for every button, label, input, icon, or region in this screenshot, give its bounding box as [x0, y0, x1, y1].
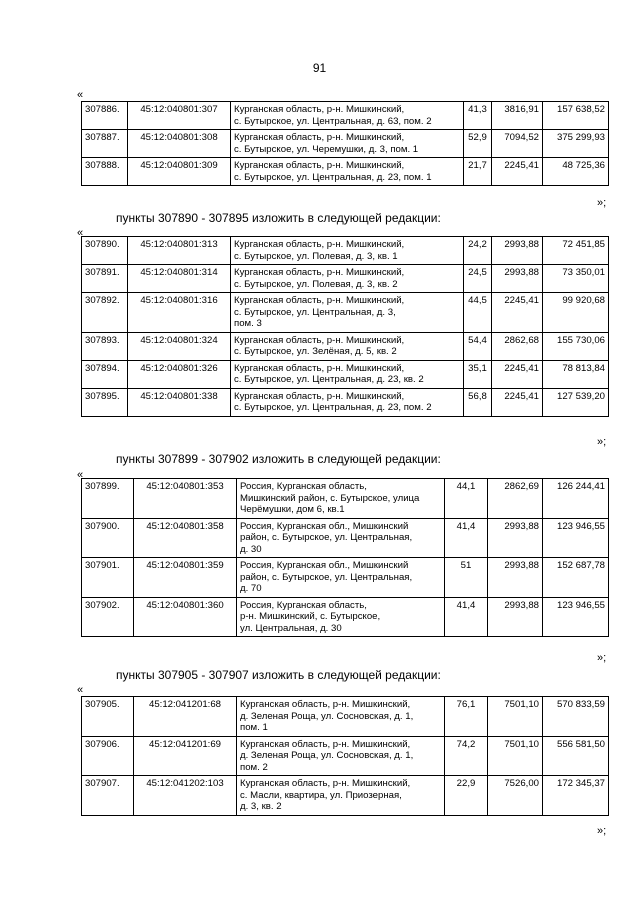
total-cell: 78 813,84 [543, 360, 609, 388]
cadastral-number: 45:12:041201:68 [134, 697, 237, 737]
table-row [82, 736, 609, 776]
address-cell: Курганская область, р-н. Мишкинский, с. Бутырское, ул. Центральная, д. 23, кв. 2 [231, 360, 464, 388]
row-number: 307902. [82, 597, 134, 637]
area-cell: 22,9 [445, 776, 488, 816]
section-intro: пункты 307899 - 307902 изложить в следующей редакции: [116, 452, 441, 466]
cadastral-number: 45:12:041202:103 [134, 776, 237, 816]
area-cell: 51 [445, 558, 488, 598]
area-cell: 74,2 [445, 736, 488, 776]
row-number: 307892. [82, 293, 128, 333]
total-cell: 72 451,85 [543, 237, 609, 265]
total-cell: 172 345,37 [543, 776, 609, 816]
table-row [82, 388, 609, 416]
price-cell: 2862,69 [488, 479, 543, 519]
cadastral-number: 45:12:040801:358 [134, 518, 237, 558]
row-number: 307891. [82, 265, 128, 293]
close-quote: »; [597, 825, 607, 837]
table-row [82, 697, 609, 737]
address-cell: Курганская область, р-н. Мишкинский, с. Масли, квартира, ул. Приозерная, д. 3, кв. 2 [237, 776, 445, 816]
address-cell: Курганская область, р-н. Мишкинский, с. Бутырское, ул. Полевая, д. 3, кв. 1 [231, 237, 464, 265]
price-cell: 2245,41 [492, 360, 543, 388]
total-cell: 127 539,20 [543, 388, 609, 416]
total-cell: 126 244,41 [543, 479, 609, 519]
address-cell: Курганская область, р-н. Мишкинский, д. Зеленая Роща, ул. Сосновская, д. 1, пом. 2 [237, 736, 445, 776]
address-cell: Россия, Курганская область, р-н. Мишкинский, с. Бутырское, ул. Центральная, д. 30 [237, 597, 445, 637]
property-table [81, 478, 609, 637]
open-quote: « [77, 89, 84, 101]
total-cell: 48 725,36 [543, 158, 609, 186]
price-cell: 2993,88 [488, 597, 543, 637]
address-cell: Курганская область, р-н. Мишкинский, с. Бутырское, ул. Зелёная, д. 5, кв. 2 [231, 332, 464, 360]
area-cell: 41,3 [464, 102, 492, 130]
open-quote: « [77, 227, 84, 239]
price-cell: 7501,10 [488, 697, 543, 737]
address-cell: Россия, Курганская обл., Мишкинский район, с. Бутырское, ул. Центральная, д. 70 [237, 558, 445, 598]
total-cell: 155 730,06 [543, 332, 609, 360]
table-row [82, 558, 609, 598]
row-number: 307906. [82, 736, 134, 776]
table-row [82, 776, 609, 816]
section-intro: пункты 307905 - 307907 изложить в следующей редакции: [116, 668, 441, 682]
area-cell: 44,5 [464, 293, 492, 333]
total-cell: 375 299,93 [543, 130, 609, 158]
address-cell: Курганская область, р-н. Мишкинский, с. Бутырское, ул. Черемушки, д. 3, пом. 1 [231, 130, 464, 158]
cadastral-number: 45:12:041201:69 [134, 736, 237, 776]
property-table [81, 236, 609, 417]
address-cell: Курганская область, р-н. Мишкинский, с. Бутырское, ул. Центральная, д. 23, пом. 1 [231, 158, 464, 186]
price-cell: 2993,88 [492, 237, 543, 265]
row-number: 307888. [82, 158, 128, 186]
property-table [81, 696, 609, 816]
open-quote: « [77, 684, 84, 696]
cadastral-number: 45:12:040801:326 [128, 360, 231, 388]
address-cell: Россия, Курганская обл., Мишкинский район, с. Бутырское, ул. Центральная, д. 30 [237, 518, 445, 558]
price-cell: 2245,41 [492, 158, 543, 186]
close-quote: »; [597, 652, 607, 664]
table-row [82, 293, 609, 333]
table-body [82, 697, 609, 816]
table-row [82, 332, 609, 360]
cadastral-number: 45:12:040801:316 [128, 293, 231, 333]
total-cell: 123 946,55 [543, 518, 609, 558]
row-number: 307901. [82, 558, 134, 598]
table-row [82, 130, 609, 158]
area-cell: 44,1 [445, 479, 488, 519]
cadastral-number: 45:12:040801:313 [128, 237, 231, 265]
price-cell: 3816,91 [492, 102, 543, 130]
price-cell: 7094,52 [492, 130, 543, 158]
row-number: 307887. [82, 130, 128, 158]
area-cell: 54,4 [464, 332, 492, 360]
total-cell: 152 687,78 [543, 558, 609, 598]
address-cell: Россия, Курганская область, Мишкинский район, с. Бутырское, улица Черёмушки, дом 6, кв.1 [237, 479, 445, 519]
cadastral-number: 45:12:040801:324 [128, 332, 231, 360]
row-number: 307890. [82, 237, 128, 265]
row-number: 307905. [82, 697, 134, 737]
area-cell: 76,1 [445, 697, 488, 737]
property-table [81, 101, 609, 186]
total-cell: 73 350,01 [543, 265, 609, 293]
address-cell: Курганская область, р-н. Мишкинский, с. Бутырское, ул. Полевая, д. 3, кв. 2 [231, 265, 464, 293]
area-cell: 52,9 [464, 130, 492, 158]
cadastral-number: 45:12:040801:308 [128, 130, 231, 158]
total-cell: 123 946,55 [543, 597, 609, 637]
table-row [82, 158, 609, 186]
open-quote: « [77, 469, 84, 481]
cadastral-number: 45:12:040801:307 [128, 102, 231, 130]
table-row [82, 237, 609, 265]
address-cell: Курганская область, р-н. Мишкинский, с. Бутырское, ул. Центральная, д. 23, пом. 2 [231, 388, 464, 416]
table-row [82, 102, 609, 130]
price-cell: 2993,88 [492, 265, 543, 293]
cadastral-number: 45:12:040801:338 [128, 388, 231, 416]
address-cell: Курганская область, р-н. Мишкинский, с. Бутырское, ул. Центральная, д. 63, пом. 2 [231, 102, 464, 130]
table-row [82, 360, 609, 388]
price-cell: 2993,88 [488, 518, 543, 558]
address-cell: Курганская область, р-н. Мишкинский, с. Бутырское, ул. Центральная, д. 3, пом. 3 [231, 293, 464, 333]
table-body [82, 102, 609, 186]
table-row [82, 518, 609, 558]
price-cell: 7526,00 [488, 776, 543, 816]
total-cell: 570 833,59 [543, 697, 609, 737]
table-row [82, 265, 609, 293]
cadastral-number: 45:12:040801:353 [134, 479, 237, 519]
cadastral-number: 45:12:040801:314 [128, 265, 231, 293]
area-cell: 24,2 [464, 237, 492, 265]
cadastral-number: 45:12:040801:309 [128, 158, 231, 186]
price-cell: 2993,88 [488, 558, 543, 598]
table-row [82, 479, 609, 519]
total-cell: 99 920,68 [543, 293, 609, 333]
area-cell: 41,4 [445, 518, 488, 558]
section-intro: пункты 307890 - 307895 изложить в следующей редакции: [116, 211, 441, 225]
price-cell: 2245,41 [492, 293, 543, 333]
row-number: 307894. [82, 360, 128, 388]
total-cell: 157 638,52 [543, 102, 609, 130]
table-row [82, 597, 609, 637]
area-cell: 56,8 [464, 388, 492, 416]
total-cell: 556 581,50 [543, 736, 609, 776]
row-number: 307895. [82, 388, 128, 416]
area-cell: 24,5 [464, 265, 492, 293]
row-number: 307899. [82, 479, 134, 519]
row-number: 307886. [82, 102, 128, 130]
close-quote: »; [597, 197, 607, 209]
price-cell: 7501,10 [488, 736, 543, 776]
row-number: 307900. [82, 518, 134, 558]
address-cell: Курганская область, р-н. Мишкинский, д. Зеленая Роща, ул. Сосновская, д. 1, пом. 1 [237, 697, 445, 737]
cadastral-number: 45:12:040801:359 [134, 558, 237, 598]
area-cell: 21,7 [464, 158, 492, 186]
page-number: 91 [312, 61, 327, 75]
price-cell: 2245,41 [492, 388, 543, 416]
price-cell: 2862,68 [492, 332, 543, 360]
table-body [82, 237, 609, 417]
close-quote: »; [597, 436, 607, 448]
row-number: 307893. [82, 332, 128, 360]
cadastral-number: 45:12:040801:360 [134, 597, 237, 637]
table-body [82, 479, 609, 637]
area-cell: 35,1 [464, 360, 492, 388]
area-cell: 41,4 [445, 597, 488, 637]
row-number: 307907. [82, 776, 134, 816]
